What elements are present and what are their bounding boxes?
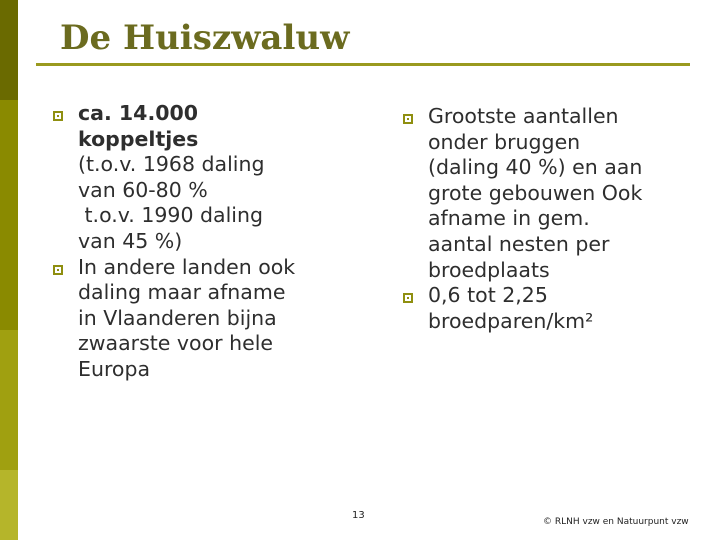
bullet-line: Europa <box>78 356 151 381</box>
square-bullet-icon <box>53 111 63 121</box>
bullet-line: t.o.v. 1990 daling <box>78 203 264 228</box>
square-bullet-icon <box>53 265 63 275</box>
bullet-line: broedparen/km² <box>428 308 594 333</box>
bullet-line: (t.o.v. 1968 daling <box>78 152 265 177</box>
band-segment-middle <box>0 100 18 330</box>
square-bullet-icon <box>403 293 413 303</box>
title-underline <box>36 63 690 66</box>
bullet-line: van 45 %) <box>78 228 183 253</box>
bullet-item-largest-numbers <box>398 104 698 283</box>
side-color-band <box>0 0 18 540</box>
bullet-item-population <box>48 101 348 255</box>
bullet-line: zwaarste voor hele <box>78 331 274 356</box>
bullet-line: daling maar afname <box>78 280 286 305</box>
left-column <box>48 101 348 383</box>
bullet-line: aantal nesten per <box>428 231 610 256</box>
band-segment-top <box>0 0 18 100</box>
slide-title: De Huiszwaluw <box>60 18 350 58</box>
bullet-line: afname in gem. <box>428 206 590 231</box>
bullet-line: In andere landen ook <box>78 254 296 279</box>
bullet-line: (daling 40 %) en aan <box>428 155 643 180</box>
bullet-line: broedplaats <box>428 257 550 282</box>
bullet-item-density <box>398 283 698 334</box>
square-bullet-icon <box>403 114 413 124</box>
right-column <box>398 104 698 334</box>
bullet-line: koppeltjes <box>78 126 199 151</box>
bullet-line: 0,6 tot 2,25 <box>428 283 548 308</box>
bullet-line: onder bruggen <box>428 129 581 154</box>
bullet-line: in Vlaanderen bijna <box>78 305 277 330</box>
page-number: 13 <box>352 510 365 521</box>
bullet-line: grote gebouwen Ook <box>428 180 643 205</box>
band-segment-lower <box>0 330 18 470</box>
copyright-credit: © RLNH vzw en Natuurpunt vzw <box>543 517 689 527</box>
bullet-line: van 60-80 % <box>78 177 208 202</box>
bullet-line: Grootste aantallen <box>428 104 619 128</box>
bullet-line: ca. 14.000 <box>78 101 199 125</box>
bullet-item-other-countries <box>48 255 348 383</box>
band-segment-bottom <box>0 470 18 540</box>
